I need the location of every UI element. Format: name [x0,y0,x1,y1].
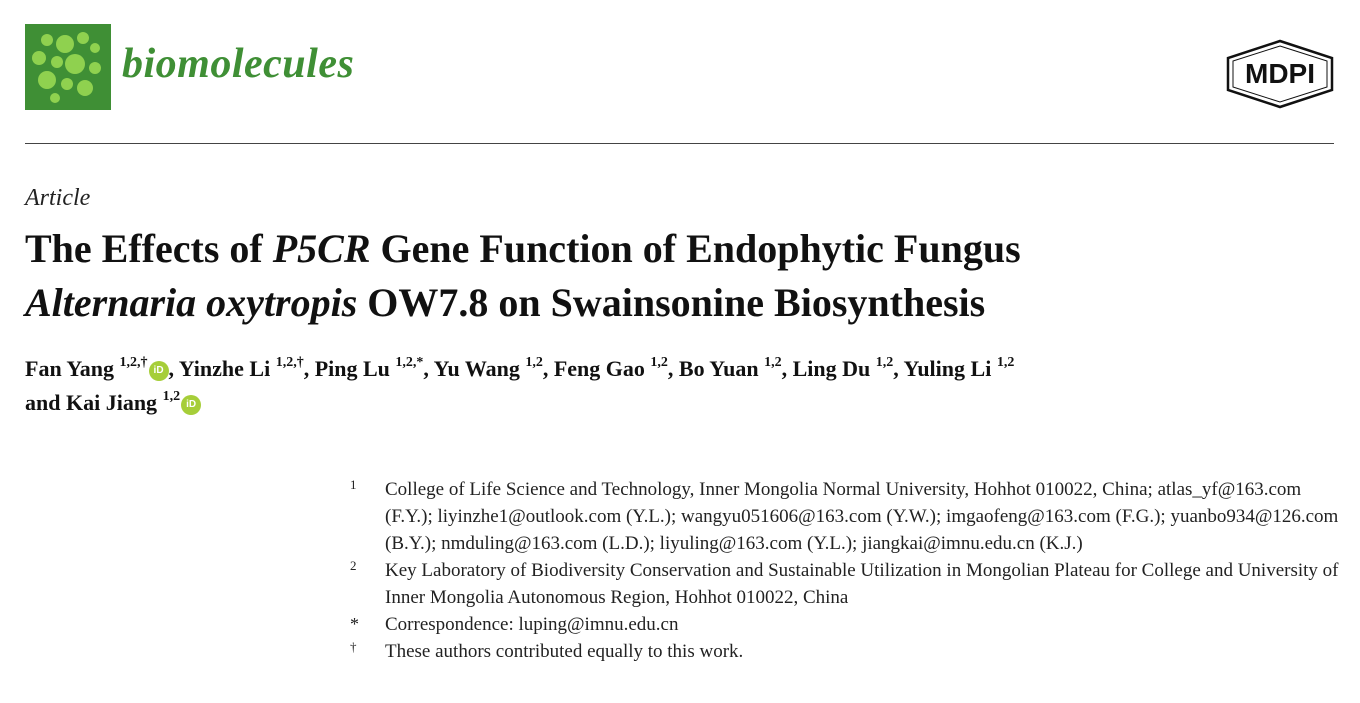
mdpi-logo-text: MDPI [1245,58,1315,89]
author-name: Feng Gao [553,356,645,381]
title-part: Gene Function of Endophytic Fungus [370,226,1021,271]
affiliation-mark: 1 [350,477,357,492]
author[interactable] [903,356,1014,381]
author-affil-sup: 1,2,* [395,355,424,370]
author-affil-sup: 1,2 [996,355,1015,370]
article-title [25,222,1325,330]
affiliation-mark: 2 [350,558,357,573]
title-part: OW7.8 on Swainsonine Biosynthesis [357,280,986,325]
affiliation-mark: * [350,614,359,634]
author-name: Yu Wang [433,356,520,381]
title-part: The Effects of [25,226,273,271]
author-affil-sup: 1,2 [875,355,894,370]
author-affil-sup: 1,2,† [119,355,148,370]
author-name: Bo Yuan [678,356,759,381]
affiliation-text: College of Life Science and Technology, Inner Mongolia Normal University, Hohhot 010022, China; atlas_yf@163.com (F.Y.); liyinzhe1@outlook.com (Y.L.); wangyu051606@163.com (Y.W.); imgaofeng@163.com (F.G.); yuanbo934@126.com (B.Y.); nmduling@163.com (L.D.); liyuling@163.com (Y.L.); jiangkai@imnu.edu.cn (K.J.) [385,479,1339,554]
author-name: Fan Yang [25,356,115,381]
title-gene: P5CR [272,226,371,271]
author-affil-sup: 1,2 [162,389,181,404]
author[interactable] [434,356,543,381]
biomolecules-logo-icon [25,24,111,110]
affiliation-mark: † [350,639,357,654]
author[interactable] [25,356,169,381]
author[interactable] [554,356,668,381]
affiliation-item [345,638,1345,665]
author-name: Yinzhe Li [178,356,271,381]
author-affil-sup: 1,2 [650,355,668,370]
author-connector: and [25,390,66,415]
orcid-icon[interactable]: iD [181,395,201,415]
author[interactable] [66,390,201,415]
journal-name[interactable]: biomolecules [122,41,355,87]
author-name: Ping Lu [314,356,390,381]
affiliation-item [345,557,1345,611]
author[interactable] [179,356,304,381]
mdpi-logo-icon[interactable] [1226,39,1334,109]
author-name: Yuling Li [903,356,992,381]
affiliation-text: Key Laboratory of Biodiversity Conservation and Sustainable Utilization in Mongolian Plateau for College and University of Inner Mongolia Autonomous Region, Hohhot 010022, China [385,560,1339,608]
orcid-icon[interactable]: iD [149,361,169,381]
affiliation-item [345,476,1345,557]
title-species: Alternaria oxytropis [25,280,358,325]
author[interactable] [315,356,424,381]
equal-contribution-note: These authors contributed equally to this work. [385,641,744,662]
author-name: Kai Jiang [65,390,158,415]
affiliation-list [345,476,1345,665]
article-type: Article [25,185,91,211]
correspondence-text: Correspondence: luping@imnu.edu.cn [385,614,679,635]
author[interactable] [793,356,894,381]
author-affil-sup: 1,2 [525,355,543,370]
header-divider [25,143,1334,144]
author-name: Ling Du [792,356,871,381]
author-affil-sup: 1,2 [764,355,782,370]
author-list: Fan Yang $^{1,2,\dagger}$iD , Yinzhe Li $^{1,2,\dagger}$, Ping Lu $^{1,2,*}$, Yu Wang $^{1,2}$, Feng Gao $^{1,2}$, Bo Yuan $^{1,2}$, Ling Du $^{1,2}$, Yuling Li $^{1,2}$ and Kai Jiang $^{1,2}$iD [25,355,1015,415]
author-affil-sup: 1,2,† [275,355,304,370]
affiliation-item [345,611,1345,638]
author[interactable] [679,356,782,381]
